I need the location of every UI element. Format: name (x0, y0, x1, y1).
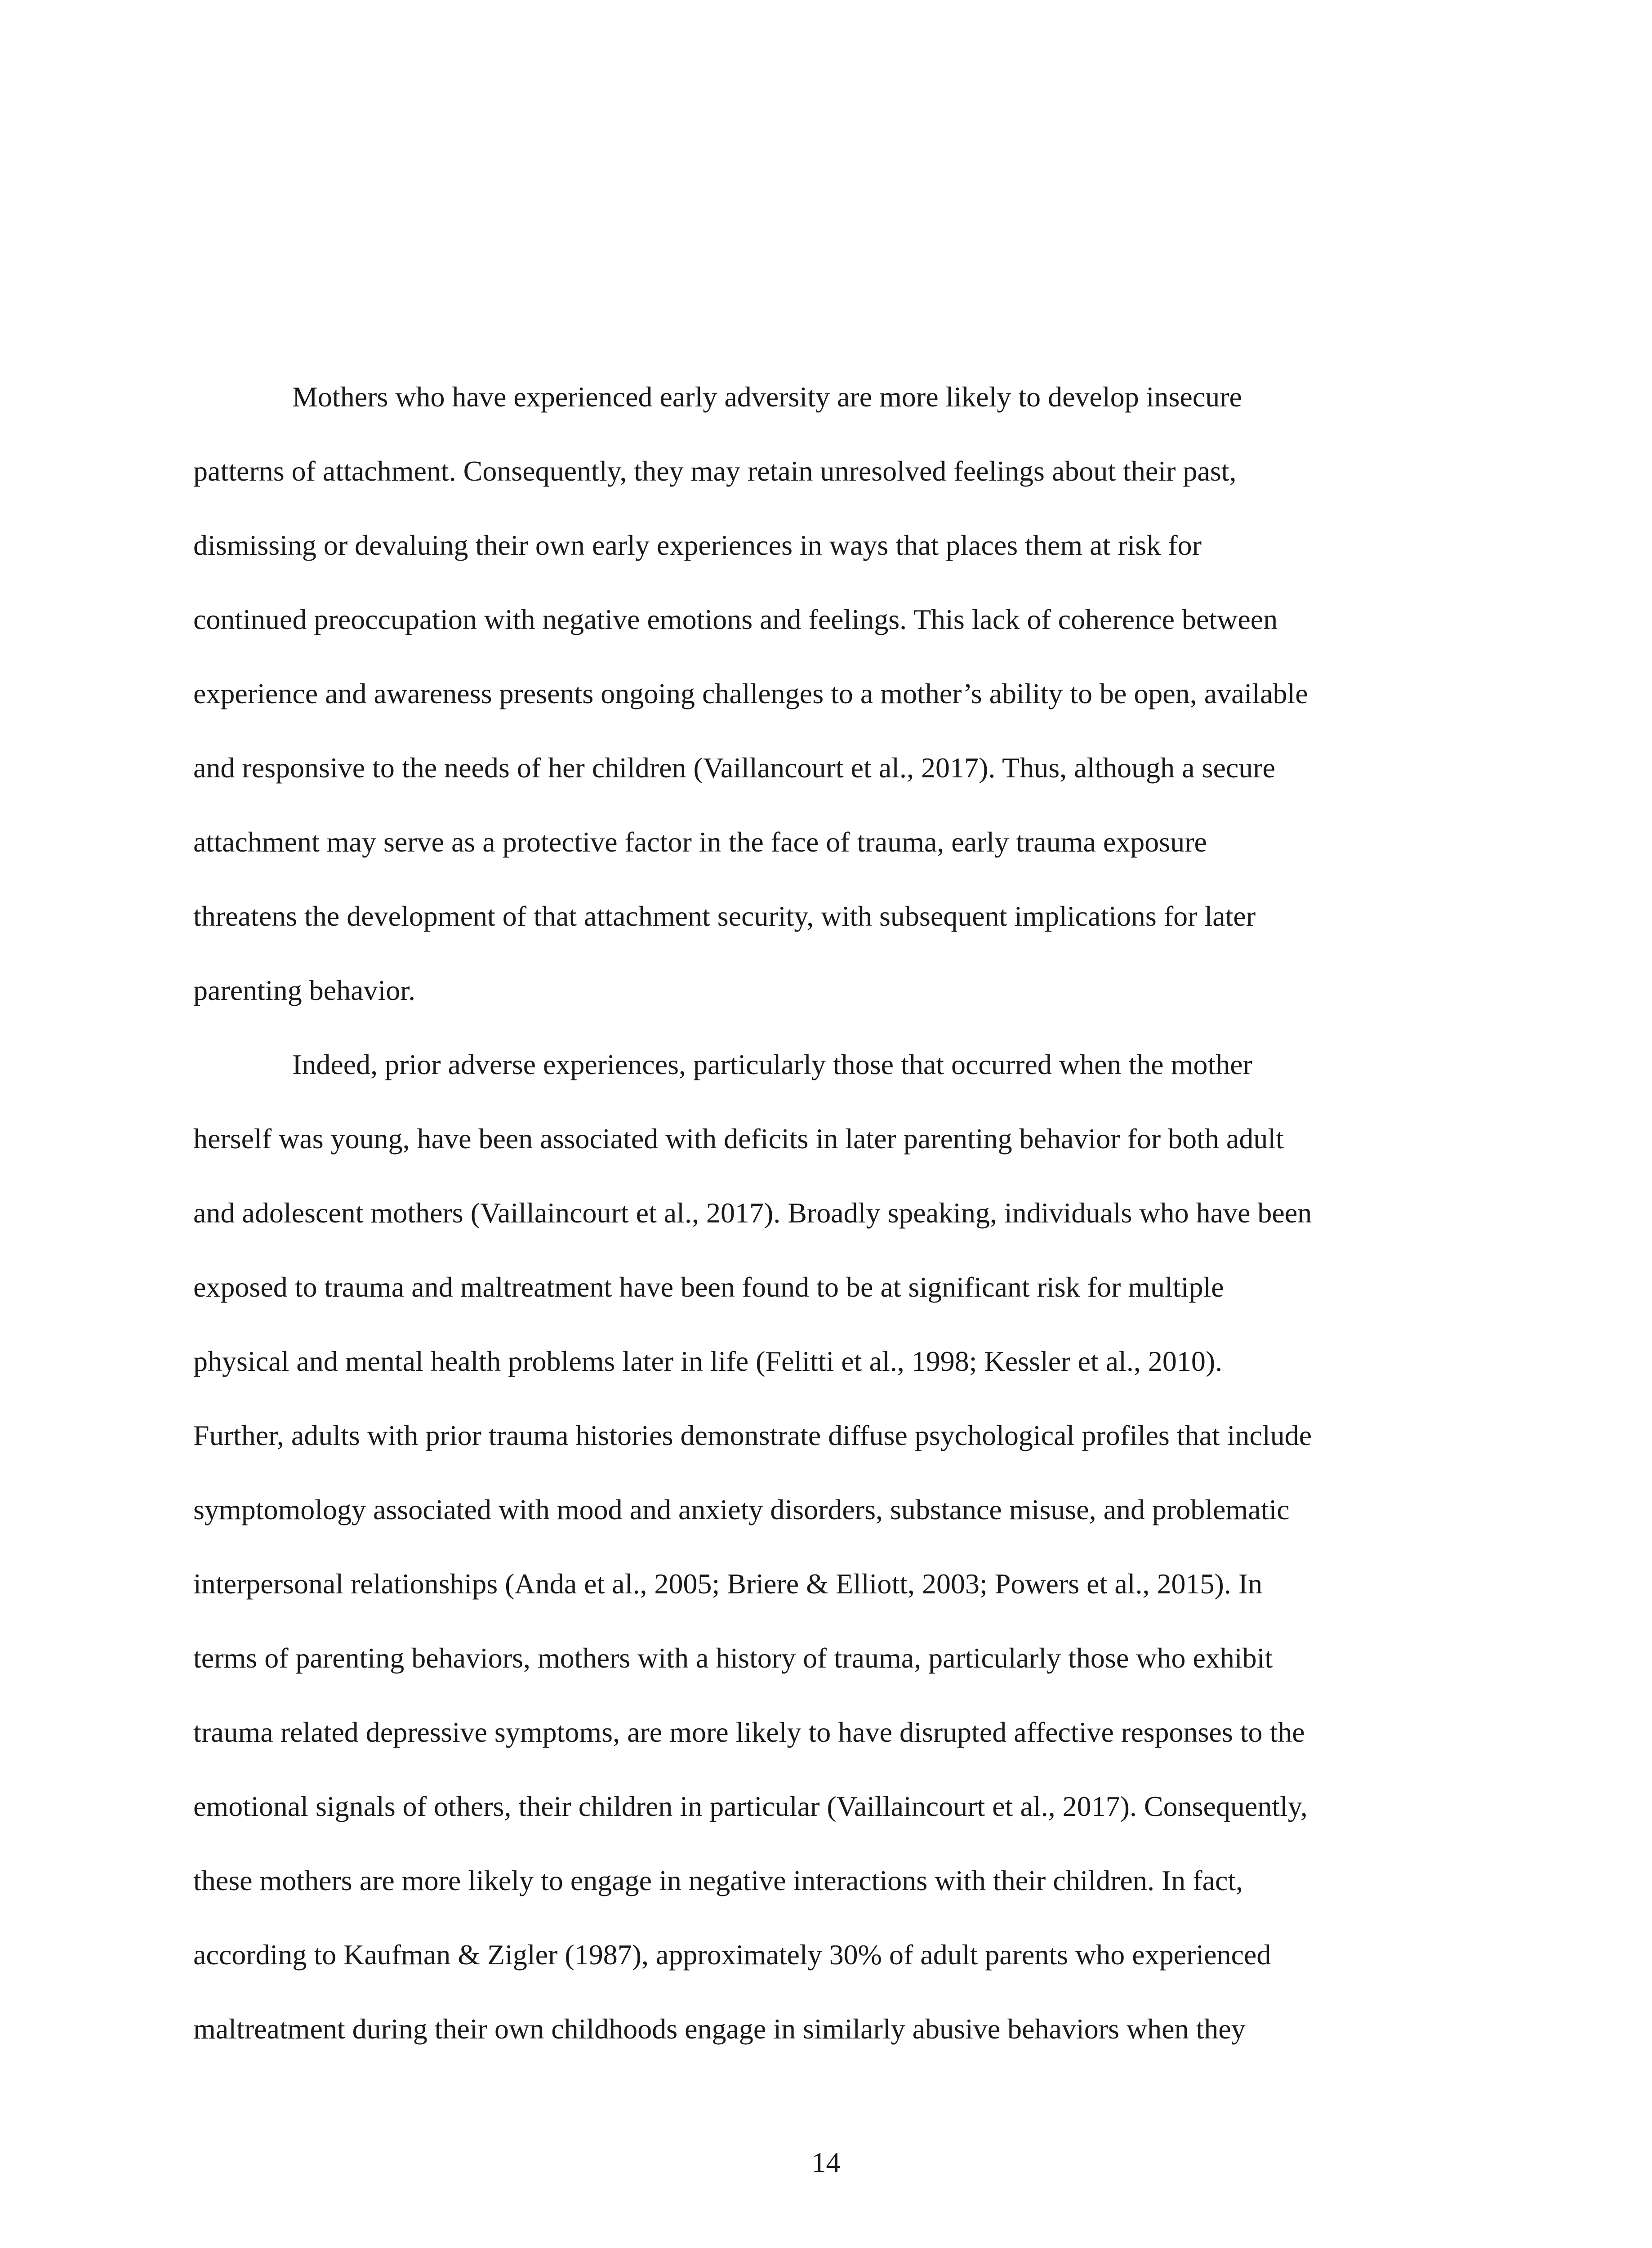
text-line: Further, adults with prior trauma histories demonstrate diffuse psychological profiles that include (193, 1419, 1312, 1451)
text-line: patterns of attachment. Consequently, they may retain unresolved feelings about their past, (193, 455, 1237, 487)
text-line: Indeed, prior adverse experiences, particularly those that occurred when the mother (292, 1048, 1252, 1080)
text-line: trauma related depressive symptoms, are more likely to have disrupted affective responses to the (193, 1716, 1305, 1748)
text-line: continued preoccupation with negative emotions and feelings. This lack of coherence between (193, 603, 1278, 635)
text-line: attachment may serve as a protective factor in the face of trauma, early trauma exposure (193, 826, 1207, 858)
text-line: physical and mental health problems later in life (Felitti et al., 1998; Kessler et al., 2010). (193, 1345, 1223, 1377)
text-line: dismissing or devaluing their own early experiences in ways that places them at risk for (193, 529, 1202, 561)
paragraph-2 (193, 1027, 1450, 2066)
text-line: emotional signals of others, their children in particular (Vaillaincourt et al., 2017). Consequently, (193, 1790, 1308, 1822)
text-line: parenting behavior. (193, 974, 416, 1006)
page-number: 14 (811, 2146, 841, 2178)
text-line: and responsive to the needs of her children (Vaillancourt et al., 2017). Thus, although a secure (193, 752, 1275, 784)
text-line: terms of parenting behaviors, mothers with a history of trauma, particularly those who exhibit (193, 1642, 1273, 1674)
text-line: these mothers are more likely to engage in negative interactions with their children. In fact, (193, 1864, 1243, 1896)
text-line: and adolescent mothers (Vaillaincourt et al., 2017). Broadly speaking, individuals who have been (193, 1197, 1312, 1229)
text-line: experience and awareness presents ongoing challenges to a mother’s ability to be open, available (193, 678, 1308, 709)
text-line: maltreatment during their own childhoods engage in similarly abusive behaviors when they (193, 2013, 1246, 2045)
text-line: Mothers who have experienced early adversity are more likely to develop insecure (292, 381, 1242, 413)
text-line: threatens the development of that attachment security, with subsequent implications for later (193, 900, 1256, 932)
text-line: according to Kaufman & Zigler (1987), approximately 30% of adult parents who experienced (193, 1939, 1271, 1971)
text-line: symptomology associated with mood and anxiety disorders, substance misuse, and problematic (193, 1494, 1290, 1525)
text-line: interpersonal relationships (Anda et al., 2005; Briere & Elliott, 2003; Powers et al., 2015). In (193, 1568, 1263, 1600)
text-line: herself was young, have been associated with deficits in later parenting behavior for both adult (193, 1123, 1284, 1155)
paragraph-1 (193, 360, 1450, 1027)
body-text (193, 360, 1450, 2066)
text-line: exposed to trauma and maltreatment have been found to be at significant risk for multiple (193, 1271, 1224, 1303)
